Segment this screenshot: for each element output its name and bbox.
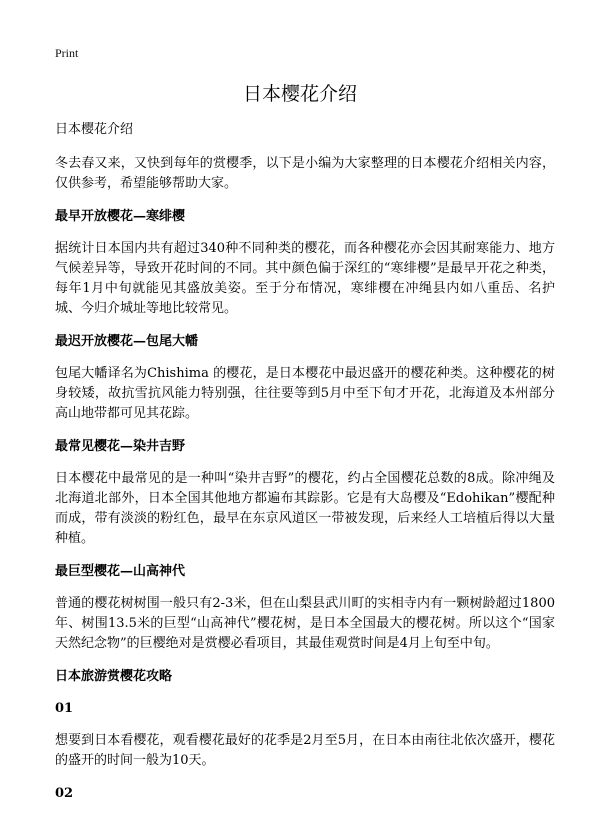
section-heading-earliest: 最早开放樱花—寒绯樱 (55, 209, 186, 224)
intro-paragraph: 冬去春又来，又快到每年的赏樱季，以下是小编为大家整理的日本樱花介绍相关内容，仅供参考，希望能够帮助大家。 (55, 156, 555, 191)
guide-heading: 日本旅游赏樱花攻略 (55, 669, 173, 684)
print-link[interactable]: Print (55, 46, 79, 60)
article-content (55, 120, 555, 816)
section-body-giant: 普通的樱花树树围一般只有2-3米，但在山梨县武川町的实相寺内有一颗树龄超过1800年、树围13.5米的巨型“山高神代”樱花树，是日本全国最大的樱花树。所以这个“国家天然纪念物”的巨樱绝对是赏樱必看项目，其最佳观赏时间是4月上旬至中旬。 (55, 596, 555, 651)
page-title: 日本樱花介绍 (242, 83, 357, 105)
guide-number-01: 01 (55, 701, 74, 716)
guide-number-02: 02 (55, 786, 74, 801)
section-body-common: 日本樱花中最常见的是一种叫“染井吉野”的樱花，约占全国樱花总数的8成。除冲绳及北海道北部外，日本全国其他地方都遍布其踪影。它是有大岛樱及“Edohikan”樱配种而成，带有淡淡的粉红色，最早在东京风道区一带被发现，后来经人工培植后得以大量种植。 (55, 471, 555, 546)
article-subtitle: 日本樱花介绍 (55, 122, 134, 137)
section-heading-giant: 最巨型樱花—山高神代 (55, 564, 186, 579)
section-body-latest: 包尾大幡译名为Chishima 的樱花，是日本樱花中最迟盛开的樱花种类。这种樱花的树身较矮，故抗雪抗风能力特别强，往往要等到5月中至下旬才开花，北海道及本州部分高山地带都可见其花踪。 (55, 366, 555, 421)
guide-body-01: 想要到日本看樱花，观看樱花最好的花季是2月至5月，在日本由南往北依次盛开，樱花的盛开的时间一般为10天。 (55, 733, 555, 768)
section-heading-common: 最常见樱花—染井吉野 (55, 439, 186, 454)
section-heading-latest: 最迟开放樱花—包尾大幡 (55, 334, 199, 349)
section-body-earliest: 据统计日本国内共有超过340种不同种类的樱花，而各种樱花亦会因其耐寒能力、地方气候差异等，导致开花时间的不同。其中颜色偏于深红的“寒绯樱”是最早开花之种类，每年1月中旬就能见其盛放美姿。至于分布情况，寒绯樱在冲绳县内如八重岳、名护城、今归介城址等地比较常见。 (55, 241, 555, 316)
